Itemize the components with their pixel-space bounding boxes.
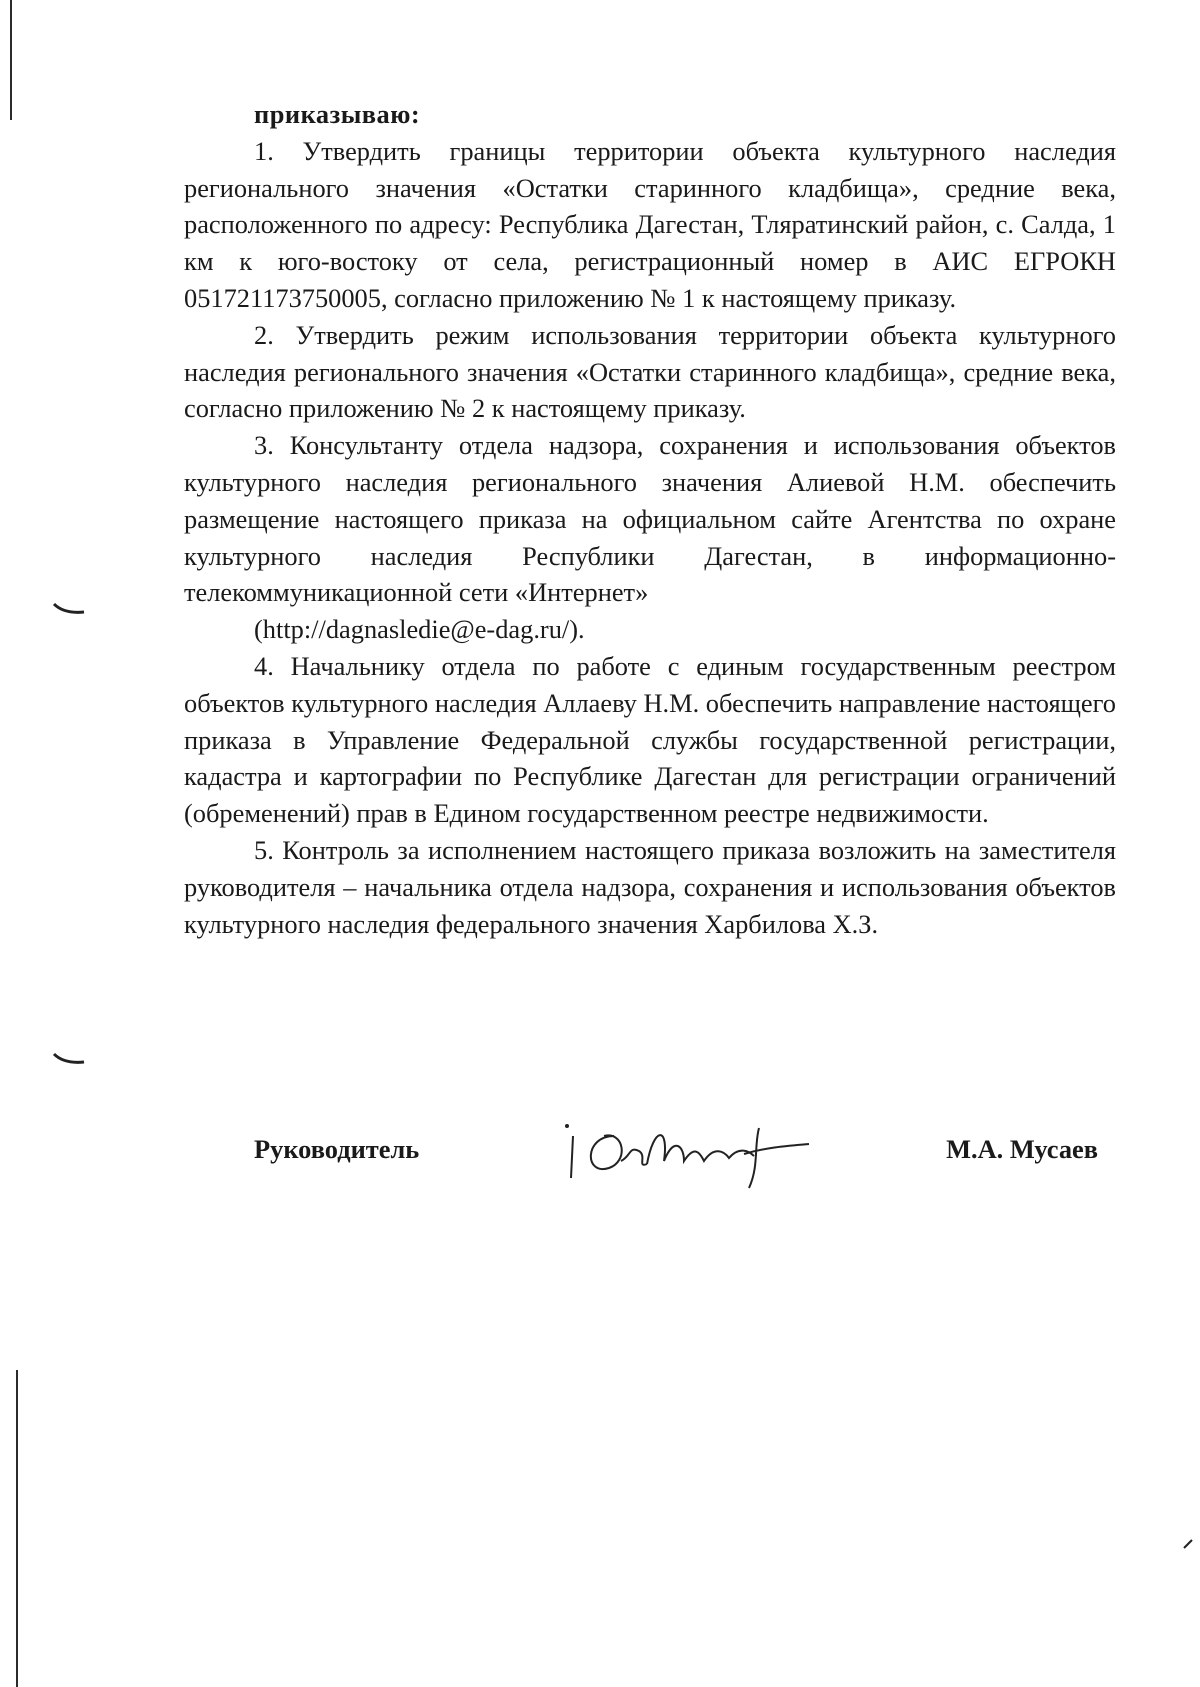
scan-edge-line-top bbox=[10, 0, 12, 120]
signatory-name: М.А. Мусаев bbox=[946, 1134, 1098, 1164]
handwritten-signature bbox=[559, 1106, 819, 1196]
website-link[interactable]: (http://dagnasledie@e-dag.ru/). bbox=[254, 614, 585, 645]
signature-block bbox=[184, 1106, 1116, 1196]
order-item-2: 2. Утвердить режим использования территории объекта культурного наследия регионального значения «Остатки старинного кладбища», средние века, согласно приложению № 2 к настоящему приказу. bbox=[184, 319, 1116, 424]
order-text bbox=[184, 96, 1116, 942]
order-heading: приказываю: bbox=[254, 99, 421, 129]
scan-edge-line-bottom bbox=[16, 1370, 18, 1687]
edge-tick-mark bbox=[1182, 1536, 1196, 1550]
signatory-title: Руководитель bbox=[254, 1134, 420, 1164]
punch-mark-lower bbox=[50, 1050, 90, 1070]
order-item-3 bbox=[184, 427, 1116, 648]
order-item-1: 1. Утвердить границы территории объекта культурного наследия регионального значения «Остатки старинного кладбища», средние века, расположенного по адресу: Республика Дагестан, Тляратинский район, с. Салда, 1 км к юго-востоку от села, регистрационный номер в АИС ЕГРОКН 051721173750005, согласно приложению № 1 к настоящему приказу. bbox=[184, 135, 1116, 313]
order-item-3-text: 3. Консультанту отдела надзора, сохранения и использования объектов культурного наследия регионального значения Алиевой Н.М. обеспечить размещение настоящего приказа на официальном сайте Агентства по охране культурного наследия Республики Дагестан, в информационно-телекоммуникационной сети «Интернет» bbox=[184, 430, 1116, 608]
order-item-5: 5. Контроль за исполнением настоящего приказа возложить на заместителя руководителя – начальника отдела надзора, сохранения и использования объектов культурного наследия федерального значения Харбилова Х.З. bbox=[184, 834, 1116, 939]
order-item-4: 4. Начальнику отдела по работе с единым государственным реестром объектов культурного наследия Аллаеву Н.М. обеспечить направление настоящего приказа в Управление Федеральной службы государственной регистрации, кадастра и картографии по Республике Дагестан для регистрации ограничений (обременений) прав в Едином государственном реестре недвижимости. bbox=[184, 650, 1116, 829]
punch-mark-upper bbox=[50, 600, 90, 620]
